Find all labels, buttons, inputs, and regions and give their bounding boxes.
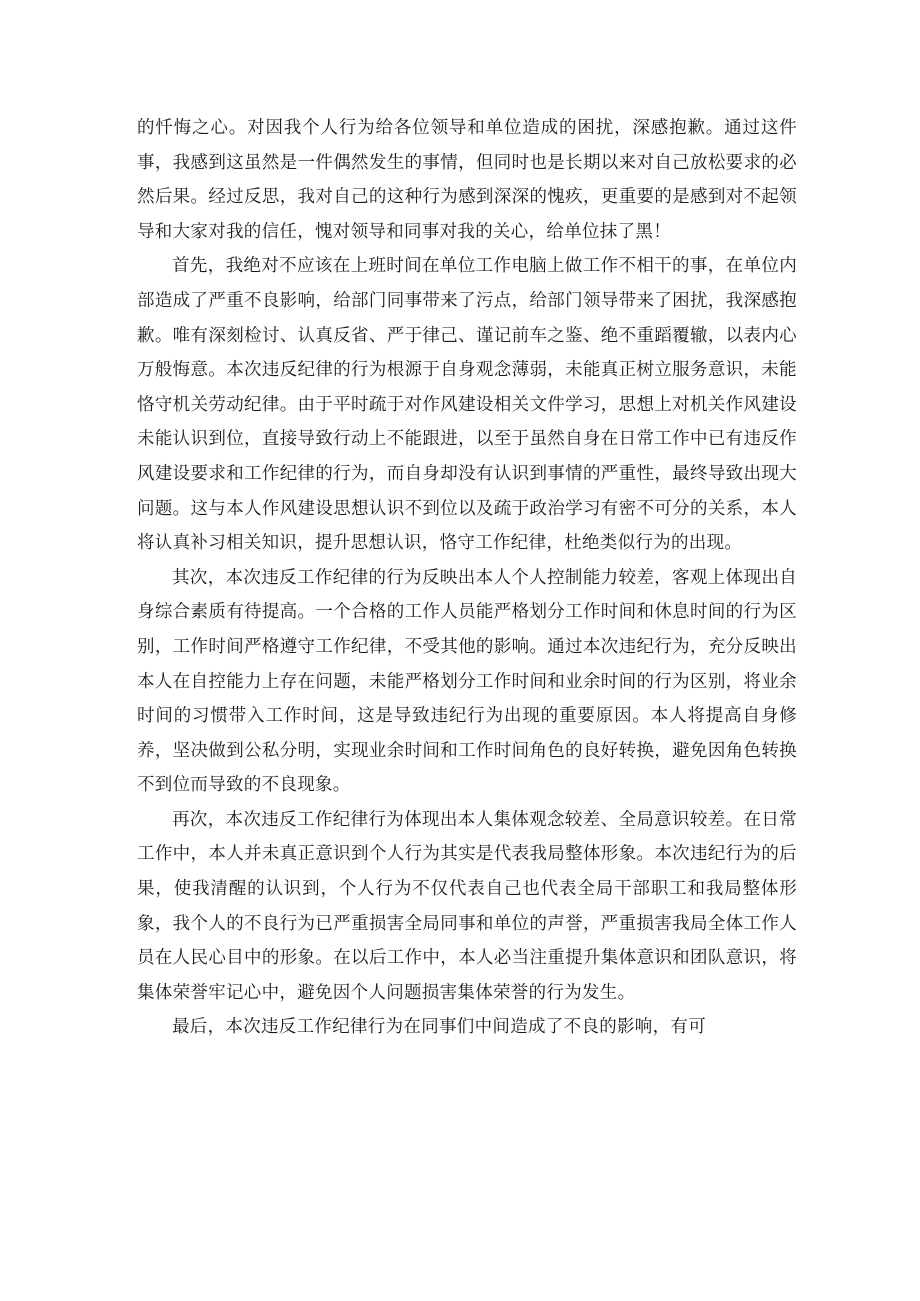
paragraph-1: 的忏悔之心。对因我个人行为给各位领导和单位造成的困扰，深感抱歉。通过这件事，我感到这虽然是一件偶然发生的事情，但同时也是长期以来对自己放松要求的必然后果。经过反思，我对自己的这种行为感到深深的愧疚，更重要的是感到对不起领导和大家对我的信任，愧对领导和同事对我的关心，给单位抹了黑！ [137,118,797,242]
paragraph-4: 再次，本次违反工作纪律行为体现出本人集体观念较差、全局意识较差。在日常工作中，本人并未真正意识到个人行为其实是代表我局整体形象。本次违纪行为的后果，使我清醒的认识到，个人行为不仅代表自己也代表全局干部职工和我局整体形象，我个人的不良行为已严重损害全局同事和单位的声誉，严重损害我局全体工作人员在人民心目中的形象。在以后工作中，本人必当注重提升集体意识和团队意识，将集体荣誉牢记心中，避免因个人问题损害集体荣誉的行为发生。 [137,809,797,1003]
paragraph-5: 最后，本次违反工作纪律行为在同事们中间造成了不良的影响，有可 [172,1017,706,1038]
document-body [137,111,797,1045]
paragraph-3: 其次，本次违反工作纪律的行为反映出本人个人控制能力较差，客观上体现出自身综合素质有待提高。一个合格的工作人员能严格划分工作时间和休息时间的行为区别，工作时间严格遵守工作纪律，不受其他的影响。通过本次违纪行为，充分反映出本人在自控能力上存在问题，未能严格划分工作时间和业余时间的行为区别，将业余时间的习惯带入工作时间，这是导致违纪行为出现的重要原因。本人将提高自身修养，坚决做到公私分明，实现业余时间和工作时间角色的良好转换，避免因角色转换不到位而导致的不良现象。 [137,567,797,796]
paragraph-2: 首先，我绝对不应该在上班时间在单位工作电脑上做工作不相干的事，在单位内部造成了严重不良影响，给部门同事带来了污点，给部门领导带来了困扰，我深感抱歉。唯有深刻检讨、认真反省、严于律己、谨记前车之鉴、绝不重蹈覆辙，以表内心万般悔意。本次违反纪律的行为根源于自身观念薄弱，未能真正树立服务意识，未能恪守机关劳动纪律。由于平时疏于对作风建设相关文件学习，思想上对机关作风建设未能认识到位，直接导致行动上不能跟进，以至于虽然自身在日常工作中已有违反作风建设要求和工作纪律的行为，而自身却没有认识到事情的严重性，最终导致出现大问题。这与本人作风建设思想认识不到位以及疏于政治学习有密不可分的关系，本人将认真补习相关知识，提升思想认识，恪守工作纪律，杜绝类似行为的出现。 [137,256,797,554]
